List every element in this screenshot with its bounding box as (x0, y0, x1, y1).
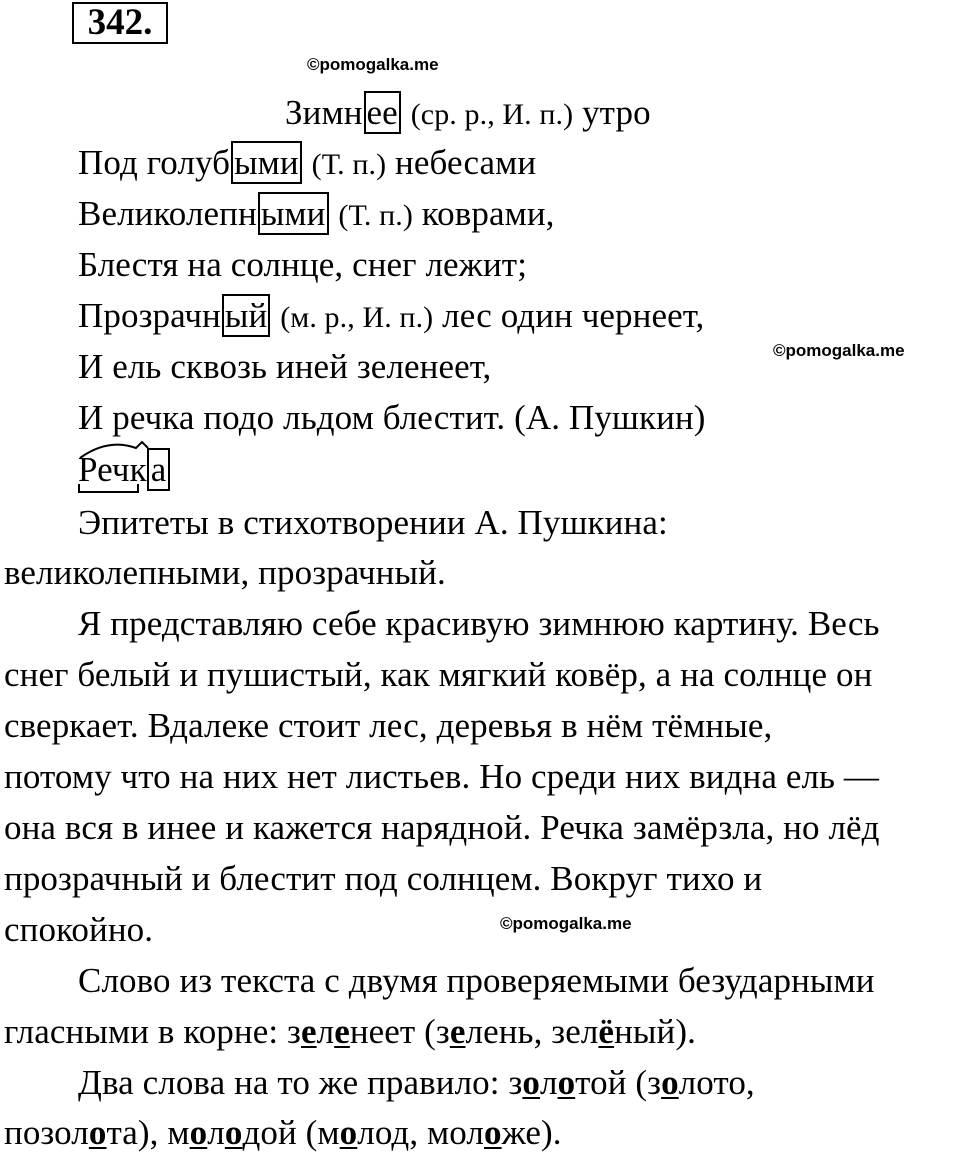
poem-line-1: Зимн ее (ср. р., И. п.) утро (285, 93, 651, 132)
vowel-mark: о (522, 1063, 540, 1102)
vowel-mark: е (449, 1012, 466, 1051)
vowel-mark: ё (598, 1012, 615, 1051)
poem-line-7: И речка подо льдом блестит. (А. Пушкин) (78, 398, 706, 437)
epithets-line-2: великолепными, прозрачный. (4, 553, 446, 592)
grammar-note: (Т. п.) (338, 199, 413, 232)
word-task-line-1: Слово из текста с двумя проверяемыми безударными (78, 961, 875, 1000)
vowel-mark: о (88, 1113, 107, 1152)
ending-box: ый (222, 294, 270, 337)
vowel-mark: о (224, 1113, 243, 1152)
epithets-line-1: Эпитеты в стихотворении А. Пушкина: (78, 503, 668, 542)
poem-line-2: Под голуб ыми (Т. п.) небесами (78, 143, 537, 182)
essay-line: спокойно. (4, 910, 154, 949)
essay-line: сверкает. Вдалеке стоит лес, деревья в нём тёмные, (4, 706, 773, 745)
watermark-top: ©pomogalka.me (307, 55, 439, 74)
ending-box: ыми (231, 141, 302, 184)
essay-line: потому что на них нет листьев. Но среди них видна ель — (4, 757, 880, 796)
ending-box: ее (364, 91, 401, 134)
watermark-bottom: ©pomogalka.me (500, 914, 632, 933)
essay-line: Я представляю себе красивую зимнюю картину. Весь (78, 604, 880, 643)
vowel-mark: о (557, 1063, 576, 1102)
vowel-mark: е (334, 1012, 350, 1051)
essay-line: прозрачный и блестит под солнцем. Вокруг тихо и (4, 859, 763, 898)
ending-box: а (147, 448, 171, 491)
grammar-note: (ср. р., И. п.) (410, 98, 574, 131)
rule-task-line-1: Два слова на то же правило: золотой (золото, (78, 1063, 755, 1102)
vowel-mark: е (300, 1012, 317, 1051)
poem-line-5: Прозрачн ый (м. р., И. п.) лес один чернеет, (78, 296, 705, 335)
ending-box: ыми (258, 192, 329, 235)
vowel-mark: о (483, 1113, 502, 1152)
essay-line: снег белый и пушистый, как мягкий ковёр, а на солнце он (4, 655, 873, 694)
poem-line-3: Великолепн ыми (Т. п.) коврами, (78, 194, 555, 233)
parsed-word: Речк а (78, 450, 171, 490)
vowel-mark: о (339, 1113, 358, 1152)
poem-line-6: И ель сквозь иней зеленеет, (78, 347, 492, 386)
watermark-right: ©pomogalka.me (773, 341, 905, 360)
grammar-note: (м. р., И. п.) (280, 301, 434, 334)
essay-line: она вся в инее и кажется нарядной. Речка замёрзла, но лёд (4, 808, 880, 847)
word-task-line-2: гласными в корне: зеленеет (зелень, зелёный). (4, 1012, 696, 1051)
vowel-mark: о (661, 1063, 679, 1102)
poem-line-4: Блестя на солнце, снег лежит; (78, 245, 528, 284)
vowel-mark: о (189, 1113, 208, 1152)
exercise-number: 342. (72, 2, 168, 44)
grammar-note: (Т. п.) (311, 148, 387, 181)
rule-task-line-2: позолота), молодой (молод, моложе). (4, 1113, 562, 1152)
